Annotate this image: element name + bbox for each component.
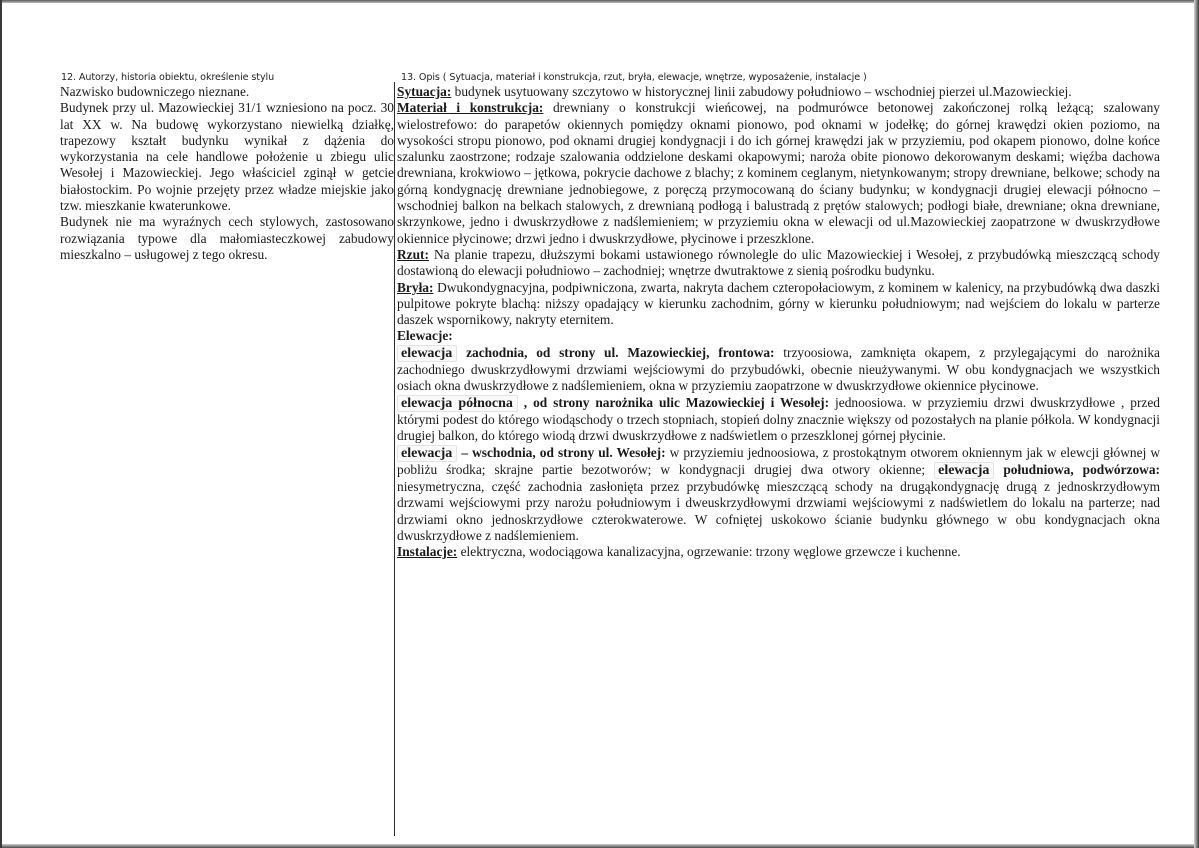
section-rzut: [397, 247, 1160, 280]
elevation-text-east: w przyziemiu jednoosiowa, z prostokątnym otworem okniennym jak w elewcji głównej w pobliżu środka; skrajne partie bezotworów; w kondygnacji drugiej dwa otwory okienne;: [397, 444, 1160, 477]
section-text-bryla: Dwukondygnacyjna, podpiwniczona, zwarta, nakryta dachem czteropołaciowym, z kominem w kalenicy, na przybudówką dwa daszki pulpitowe pokryte blachą: niższy opadający w kierunku zachodnim, górny w kierunku południowym; nad wejściem do lokalu w parterze daszek wspornikowy, nakryty eternitem.: [397, 279, 1160, 328]
section-elewacje-heading: [397, 328, 1160, 344]
elevation-east-south: [397, 445, 1160, 545]
elevation-text-north: jednoosiowa. w przyziemiu drzwi dwuskrzydłowe , przed którymi podest do którego wiodąschody o trzech stopniach, stopień dolny znacznie większy od pozostałych na planie półkola. W kondygnacji drugiej balkon, do którego wiodą drzwi dwuskrzydłowe z nadświetlem o przeszklonej górnej płycinie.: [397, 394, 1160, 444]
section-heading-instalacje: Instalacje:: [397, 544, 458, 560]
section-sytuacja: [397, 84, 1160, 100]
section-heading-elewacje: Elewacje:: [397, 328, 453, 344]
scan-edge-bottom: [0, 844, 1199, 848]
elevation-tag-north: elewacja północna: [397, 395, 518, 412]
elevation-text-south: niesymetryczna, część zachodnia zasłonięta przez przybudówkę mieszczącą schody na drugąkondygnację drugą z jednoskrzydłowym drzwami wejściowymi przy narożu południowym i dweuskrzydłowymi drzwiami wejściowymi z nadświetlem do lokalu na parterze; nad drzwiami okno jednoskrzydłowe czterokwaterowe. W cofniętej uskokowo ścianie budynku głównego w obu kondygnacjach okna dwuskrzydłowe z nadślemieniem.: [397, 479, 1160, 544]
section-heading-bryla: Bryła:: [397, 279, 434, 295]
elevation-tag-west: elewacja: [397, 345, 457, 362]
elevation-tag-east: elewacja: [397, 445, 457, 462]
elevation-text-west: trzyoosiowa, zamknięta okapem, z przylegającymi do narożnika zachodniego dwuskrzydłowymi drzwiami wejściowymi do przybudówki, obecnie nieużywanymi. W obu kondygnacjach we wszystkich osiach okna dwuskrzydłowe z nadślemieniem, okna w przyziemiu zaopatrzone w dwuskrzydłowe okiennice płycinowe.: [397, 344, 1160, 394]
field-caption-description: 13. Opis ( Sytuacja, materiał i konstrukcja, rzut, bryła, elewacje, wnętrze, wyposażenie, instalacje ): [401, 72, 867, 83]
scan-edge-left: [0, 0, 2, 848]
elevation-title-west: zachodnia, od strony ul. Mazowieckiej, frontowa:: [457, 344, 775, 360]
elevation-tag-south: elewacja: [934, 462, 994, 479]
section-heading-sytuacja: Sytuacja:: [397, 84, 452, 99]
section-text-sytuacja: budynek usytuowany szczytowo w historycznej linii zabudowy południowo – wschodniej pierzei ul.Mazowieckiej.: [451, 84, 1072, 99]
scan-edge-top: [0, 0, 1199, 3]
builder-paragraph: Nazwisko budowniczego nieznane.: [60, 84, 250, 99]
elevation-title-north: , od strony narożnika ulic Mazowieckiej i Wesołej:: [517, 394, 830, 410]
history-column: [60, 84, 394, 263]
section-text-instalacje: elektryczna, wodociągowa kanalizacyjna, ogrzewanie: trzony węglowe grzewcze i kuchenne.: [457, 544, 961, 560]
section-heading-material: Materiał i konstrukcja:: [397, 100, 544, 116]
elevation-title-east: – wschodnia, od strony ul. Wesołej:: [457, 444, 666, 460]
elevation-title-south: południowa, podwórzowa:: [1003, 461, 1160, 477]
style-paragraph: Budynek nie ma wyraźnych cech stylowych, zastosowano rozwiązania typowe dla małomiasteczkowej zabudowy mieszkalno – usługowej z tego okresu.: [60, 214, 394, 262]
description-column: [397, 84, 1160, 561]
elevation-west: [397, 345, 1160, 395]
section-heading-rzut: Rzut:: [397, 246, 429, 262]
scan-edge-right: [1194, 0, 1199, 848]
column-divider: [394, 82, 395, 836]
history-paragraph: Budynek przy ul. Mazowieckiej 31/1 wzniesiono na pocz. 30 lat XX w. Na budowę wykorzystano niewielką działkę, trapezowy kształt budynku wynikał z dążenia do wykorzystania na cele handlowe położenie u zbiegu ulic Wesołej i Mazowieckiej. Jego właściciel zginął w getcie białostockim. Po wojnie przejęty przez władze miejskie jako tzw. mieszkanie kwaterunkowe.: [60, 100, 394, 214]
elevation-north: [397, 395, 1160, 445]
section-bryla: [397, 280, 1160, 329]
section-material: [397, 100, 1160, 247]
field-caption-authors-history: 12. Autorzy, historia obiektu, określenie stylu: [61, 72, 275, 83]
section-text-rzut: Na planie trapezu, dłuższymi bokami ustawionego równolegle do ulic Mazowieckiej i Wesołej, z przybudówką mieszczącą schody dostawioną do elewacji południowo – zachodniej; wnętrze dwutraktowe z sienią pośrodku budynku.: [397, 246, 1160, 279]
section-text-material: drewniany o konstrukcji wieńcowej, na podmurówce betonowej zakończonej rolką leżącą; szalowany wielostrefowo: do parapetów okiennych pomiędzy oknami pionowo, pod oknami w jodełkę; do górnej krawędzi okien poziomo, na wysokości stropu pionowo, pod oknami drugiej kondygnacji i do ich górnej krawędzi jak w przyziemiu, pod okapem pionowo, dolne końce szalunku zaostrzone; rodzaje szalowania oddzielone deskami okapowymi; naroża obite pionowo dekorowanym deskami; więźba dachowa drewniana, krokwiowo – jętkowa, pokrycie dachowe z blachy; z kominem ceglanym, nietynkowanym; stropy drewniane, belkowe; schody na górną kondygnację drewniane jednobiegowe, z poręczą przymocowaną do ściany budynku; w kondygnacji drugiej elewacji północno – wschodniej balkon na belkach stalowych, z drewnianą podłogą i balustradą z prętów stalowych; podłogi białe, drewniane; okna drewniane, skrzynkowe, jedno i dwuskrzydłowe z nadślemieniem; w przyziemiu okna w elewacji od ul.Mazowieckiej zaopatrzone w dwuskrzydłowe okiennice płycinowe; drzwi jedno i dwuskrzydłowe, płycinowe i przeszklone.: [397, 100, 1160, 246]
section-instalacje: [397, 544, 1160, 560]
